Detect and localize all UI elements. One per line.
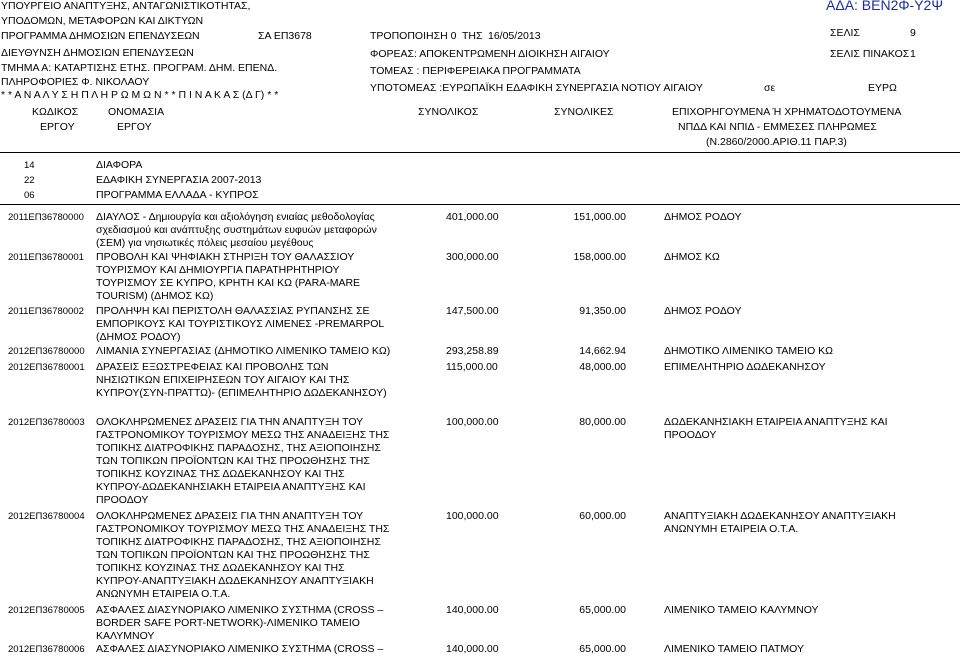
group-code-22: 22 [24,175,35,186]
total-payments: 158,000.00 [573,251,626,263]
modification-label: ΤΡΟΠΟΠΟΙΗΣΗ 0 [370,30,457,42]
ministry-header-line: ΠΡΟΓΡΑΜΜΑ ΔΗΜΟΣΙΩΝ ΕΠΕΝΔΥΣΕΩΝ [1,30,200,42]
funded-body: ΠΡΟΟΔΟΥ [664,429,717,441]
col-total: ΣΥΝΟΛΙΚΟΣ [418,106,479,118]
unit-se: σε [764,82,776,94]
sa-code: ΣΑ ΕΠ3678 [258,30,312,42]
funded-body: ΛΙΜΕΝΙΚΟ ΤΑΜΕΙΟ ΠΑΤΜΟΥ [664,643,804,655]
total-budget: 115,000.00 [446,361,498,373]
header-divider [0,152,960,153]
ministry-header-line: ΔΙΕΥΘΥΝΣΗ ΔΗΜΟΣΙΩΝ ΕΠΕΝΔΥΣΕΩΝ [1,47,194,59]
col-name-line1: ΟΝΟΜΑΣΙΑ [108,106,165,118]
project-name-line: ΓΑΣΤΡΟΝΟΜΙΚΟΥ ΤΟΥΡΙΣΜΟΥ ΜΕΣΩ ΤΗΣ ΑΝΑΔΕΙΞΗΣ ΤΗΣ [96,523,390,535]
project-code: 2011ΕΠ36780002 [8,306,84,317]
date-label: ΤΗΣ [462,30,483,42]
group-label-14: ΔΙΑΦΟΡΑ [96,159,143,171]
ministry-header-line: ΠΛΗΡΟΦΟΡΙΕΣ Φ. ΝΙΚΟΛΑΟΥ [1,76,150,88]
project-code: 2012ΕΠ36780004 [8,511,85,522]
table-page-label: ΣΕΛΙΣ ΠΙΝΑΚΟΣ [830,48,910,60]
project-name-line: ΤΟΥΡΙΣΜΟΥ ΚΑΙ ΔΗΜΙΟΥΡΓΙΑ ΠΑΡΑΤΗΡΗΤΗΡΙΟΥ [96,264,340,276]
page-number: 9 [910,27,916,39]
group-code-06: 06 [24,190,35,201]
col-funded-line1: ΕΠΙΧΟΡΗΓΟΥΜΕΝΑ Ή ΧΡΗΜΑΤΟΔΟΤΟΥΜΕΝΑ [672,106,902,118]
total-payments: 60,000.00 [579,510,626,522]
funded-body: ΔΗΜΟΣ ΡΟΔΟΥ [664,305,742,317]
total-budget: 147,500.00 [446,305,499,317]
page-label: ΣΕΛΙΣ [830,27,860,39]
funded-body: ΔΗΜΟΣ ΡΟΔΟΥ [664,211,742,223]
date-value: 16/05/2013 [488,30,541,42]
total-payments: 151,000.00 [573,211,626,223]
project-code: 2012ΕΠ36780000 [8,346,85,357]
total-payments: 48,000.00 [579,361,626,373]
funded-body: ΔΗΜΟΣ ΚΩ [664,251,720,263]
total-budget: 140,000.00 [446,604,499,616]
total-budget: 300,000.00 [446,251,499,263]
tomeas: ΤΟΜΕΑΣ : ΠΕΡΙΦΕΡΕΙΑΚΑ ΠΡΟΓΡΑΜΜΑΤΑ [370,65,581,77]
project-name-line: ΤΩΝ ΤΟΠΙΚΩΝ ΠΡΟΪΟΝΤΩΝ ΚΑΙ ΤΗΣ ΠΡΟΩΘΗΣΗΣ ΤΗΣ [96,455,370,467]
project-name-line: ΠΡΟΛΗΨΗ ΚΑΙ ΠΕΡΙΣΤΟΛΗ ΘΑΛΑΣΣΙΑΣ ΡΥΠΑΝΣΗΣ ΣΕ [96,305,370,317]
project-name-line: ΛΙΜΑΝΙΑ ΣΥΝΕΡΓΑΣΙΑΣ (ΔΗΜΟΤΙΚΟ ΛΙΜΕΝΙΚΟ ΤΑΜΕΙΟ ΚΩ) [96,345,391,357]
funded-body: ΕΠΙΜΕΛΗΤΗΡΙΟ ΔΩΔΕΚΑΝΗΣΟΥ [664,361,826,373]
col-funded-line2: ΝΠΔΔ ΚΑΙ ΝΠΙΔ - ΕΜΜΕΣΕΣ ΠΛΗΡΩΜΕΣ [678,121,877,133]
ministry-header-line: ΥΠΟΥΡΓΕΙΟ ΑΝΑΠΤΥΞΗΣ, ΑΝΤΑΓΩΝΙΣΤΙΚΟΤΗΤΑΣ, [1,0,251,12]
project-name-line: ΤΟΥΡΙΣΜΟΥ ΣΕ ΚΥΠΡΟ, ΚΡΗΤΗ ΚΑΙ ΚΩ (PARA-MARE [96,277,361,289]
project-name-line: ΤΟΠΙΚΗΣ ΚΟΥΖΙΝΑΣ ΤΗΣ ΔΩΔΕΚΑΝΗΣΟΥ ΚΑΙ ΤΗΣ [96,562,345,574]
project-name-line: σχεδιασμού και ανάπτυξης συστημάτων ευφυών μεταφορών [96,224,377,236]
project-name-line: ΚΥΠΡΟΥ-ΔΩΔΕΚΑΝΗΣΙΑΚΗ ΕΤΑΙΡΕΙΑ ΑΝΑΠΤΥΞΗΣ ΚΑΙ [96,481,366,493]
project-name-line: ΕΜΠΟΡΙΚΟΥΣ ΚΑΙ ΤΟΥΡΙΣΤΙΚΟΥΣ ΛΙΜΕΝΕΣ -PREMARPOL [96,318,385,330]
unit-eur: ΕΥΡΩ [868,82,897,94]
col-funded-line3: (Ν.2860/2000.ΑΡΙΘ.11 ΠΑΡ.3) [706,136,847,148]
project-name-line: (ΔΗΜΟΣ ΡΟΔΟΥ) [96,331,181,343]
col-totals: ΣΥΝΟΛΙΚΕΣ [554,106,614,118]
col-code-line1: ΚΩΔΙΚΟΣ [32,106,79,118]
project-name-line: ΚΑΛΥΜΝΟΥ [96,630,155,642]
project-code: 2012ΕΠ36780006 [8,644,85,655]
project-code: 2011ΕΠ36780000 [8,212,84,223]
ministry-header-line: * * Α Ν Α Λ Υ Σ Η Π Λ Η Ρ Ω Μ Ω Ν * * Π Ι Ν Α Κ Α Σ (Δ Γ) * * [1,89,279,101]
project-code: 2012ΕΠ36780003 [8,417,85,428]
col-name-line2: ΕΡΓΟΥ [117,121,152,133]
project-code: 2011ΕΠ36780001 [8,252,84,263]
project-code: 2012ΕΠ36780005 [8,605,85,616]
col-code-line2: ΕΡΓΟΥ [40,121,75,133]
project-name-line: ΟΛΟΚΛΗΡΩΜΕΝΕΣ ΔΡΑΣΕΙΣ ΓΙΑ ΤΗΝ ΑΝΑΠΤΥΞΗ ΤΟΥ [96,510,364,522]
project-name-line: ΟΛΟΚΛΗΡΩΜΕΝΕΣ ΔΡΑΣΕΙΣ ΓΙΑ ΤΗΝ ΑΝΑΠΤΥΞΗ ΤΟΥ [96,416,364,428]
project-name-line: ΤΟΠΙΚΗΣ ΔΙΑΤΡΟΦΙΚΗΣ ΠΑΡΑΔΟΣΗΣ, ΤΗΣ ΑΞΙΟΠΟΙΗΣΗΣ [96,536,381,548]
ministry-header-line: ΥΠΟΔΟΜΩΝ, ΜΕΤΑΦΟΡΩΝ ΚΑΙ ΔΙΚΤΥΩΝ [1,15,204,27]
project-name-line: ΤΟΠΙΚΗΣ ΚΟΥΖΙΝΑΣ ΤΗΣ ΔΩΔΕΚΑΝΗΣΟΥ ΚΑΙ ΤΗΣ [96,468,345,480]
total-budget: 140,000.00 [446,643,499,655]
total-payments: 80,000.00 [579,416,626,428]
project-name-line: ΔΡΑΣΕΙΣ ΕΞΩΣΤΡΕΦΕΙΑΣ ΚΑΙ ΠΡΟΒΟΛΗΣ ΤΩΝ [96,361,329,373]
total-payments: 65,000.00 [579,643,626,655]
funded-body: ΑΝΑΠΤΥΞΙΑΚΗ ΔΩΔΕΚΑΝΗΣΟΥ ΑΝΑΠΤΥΞΙΑΚΗ [664,510,896,522]
total-payments: 65,000.00 [579,604,626,616]
project-name-line: ΑΣΦΑΛΕΣ ΔΙΑΣΥΝΟΡΙΑΚΟ ΛΙΜΕΝΙΚΟ ΣΥΣΤΗΜΑ (CROSS – [96,604,384,616]
funded-body: ΛΙΜΕΝΙΚΟ ΤΑΜΕΙΟ ΚΑΛΥΜΝΟΥ [664,604,819,616]
total-budget: 100,000.00 [446,510,499,522]
project-name-line: ΠΡΟΒΟΛΗ ΚΑΙ ΨΗΦΙΑΚΗ ΣΤΗΡΙΞΗ ΤΟΥ ΘΑΛΑΣΣΙΟΥ [96,251,355,263]
project-name-line: BORDER SAFE PORT-NETWORK)-ΛΙΜΕΝΙΚΟ ΤΑΜΕΙΟ [96,617,360,629]
project-name-line: ΠΡΟΟΔΟΥ [96,494,149,506]
project-name-line: (ΣΕΜ) για νησιωτικές πόλεις μεσαίου μεγέθους [96,237,314,249]
project-name-line: ΝΗΣΙΩΤΙΚΩΝ ΕΠΙΧΕΙΡΗΣΕΩΝ ΤΟΥ ΑΙΓΑΙΟΥ ΚΑΙ ΤΗΣ [96,374,350,386]
group-label-22: ΕΔΑΦΙΚΗ ΣΥΝΕΡΓΑΣΙΑ 2007-2013 [96,174,262,186]
total-payments: 14,662.94 [579,345,626,357]
group-label-06: ΠΡΟΓΡΑΜΜΑ ΕΛΛΑΔΑ - ΚΥΠΡΟΣ [96,189,259,201]
project-name-line: ΚΥΠΡΟΥ-ΑΝΑΠΤΥΞΙΑΚΗ ΔΩΔΕΚΑΝΗΣΟΥ ΑΝΑΠΤΥΞΙΑΚΗ [96,575,374,587]
total-budget: 293,258.89 [446,345,499,357]
project-name-line: ΑΣΦΑΛΕΣ ΔΙΑΣΥΝΟΡΙΑΚΟ ΛΙΜΕΝΙΚΟ ΣΥΣΤΗΜΑ (CROSS – [96,643,384,655]
total-budget: 100,000.00 [446,416,499,428]
project-name-line: ΤΩΝ ΤΟΠΙΚΩΝ ΠΡΟΪΟΝΤΩΝ ΚΑΙ ΤΗΣ ΠΡΟΩΘΗΣΗΣ ΤΗΣ [96,549,370,561]
group-code-14: 14 [24,160,35,171]
project-name-line: ΤΟΠΙΚΗΣ ΔΙΑΤΡΟΦΙΚΗΣ ΠΑΡΑΔΟΣΗΣ, ΤΗΣ ΑΞΙΟΠΟΙΗΣΗΣ [96,442,381,454]
project-name-line: ΚΥΠΡΟΥ(ΣΥΝ-ΠΡΑΤΤΩ)- (ΕΠΙΜΕΛΗΤΗΡΙΟ ΔΩΔΕΚΑΝΗΣΟΥ) [96,387,387,399]
foreas: ΦΟΡΕΑΣ: ΑΠΟΚΕΝΤΡΩΜΕΝΗ ΔΙΟΙΚΗΣΗ ΑΙΓΑΙΟΥ [370,48,610,60]
group-divider [0,204,960,205]
project-name-line: ΓΑΣΤΡΟΝΟΜΙΚΟΥ ΤΟΥΡΙΣΜΟΥ ΜΕΣΩ ΤΗΣ ΑΝΑΔΕΙΞΗΣ ΤΗΣ [96,429,390,441]
project-name-line: ΑΝΩΝΥΜΗ ΕΤΑΙΡΕΙΑ Ο.Τ.Α. [96,588,231,600]
funded-body: ΔΩΔΕΚΑΝΗΣΙΑΚΗ ΕΤΑΙΡΕΙΑ ΑΝΑΠΤΥΞΗΣ ΚΑΙ [664,416,888,428]
ada-stamp: ΑΔΑ: ΒΕΝ2Φ-Υ2Ψ [826,0,944,13]
project-name-line: ΔΙΑΥΛΟΣ - Δημιουργία και αξιολόγηση ενιαίας μεθοδολογίας [96,211,375,223]
project-name-line: TOURISM) (ΔΗΜΟΣ ΚΩ) [96,290,214,302]
project-code: 2012ΕΠ36780001 [8,362,85,373]
total-payments: 91,350.00 [579,305,626,317]
funded-body: ΑΝΩΝΥΜΗ ΕΤΑΙΡΕΙΑ Ο.Τ.Α. [664,523,799,535]
ministry-header-line: ΤΜΗΜΑ Α: ΚΑΤΑΡΤΙΣΗΣ ΕΤΗΣ. ΠΡΟΓΡΑΜ. ΔΗΜ. ΕΠΕΝΔ. [1,62,278,74]
total-budget: 401,000.00 [446,211,499,223]
table-page-number: 1 [910,48,916,60]
funded-body: ΔΗΜΟΤΙΚΟ ΛΙΜΕΝΙΚΟ ΤΑΜΕΙΟ ΚΩ [664,345,834,357]
ypotomeas: ΥΠΟΤΟΜΕΑΣ :ΕΥΡΩΠΑΪΚΗ ΕΔΑΦΙΚΗ ΣΥΝΕΡΓΑΣΙΑ ΝΟΤΙΟΥ ΑΙΓΑΙΟΥ [370,82,703,94]
